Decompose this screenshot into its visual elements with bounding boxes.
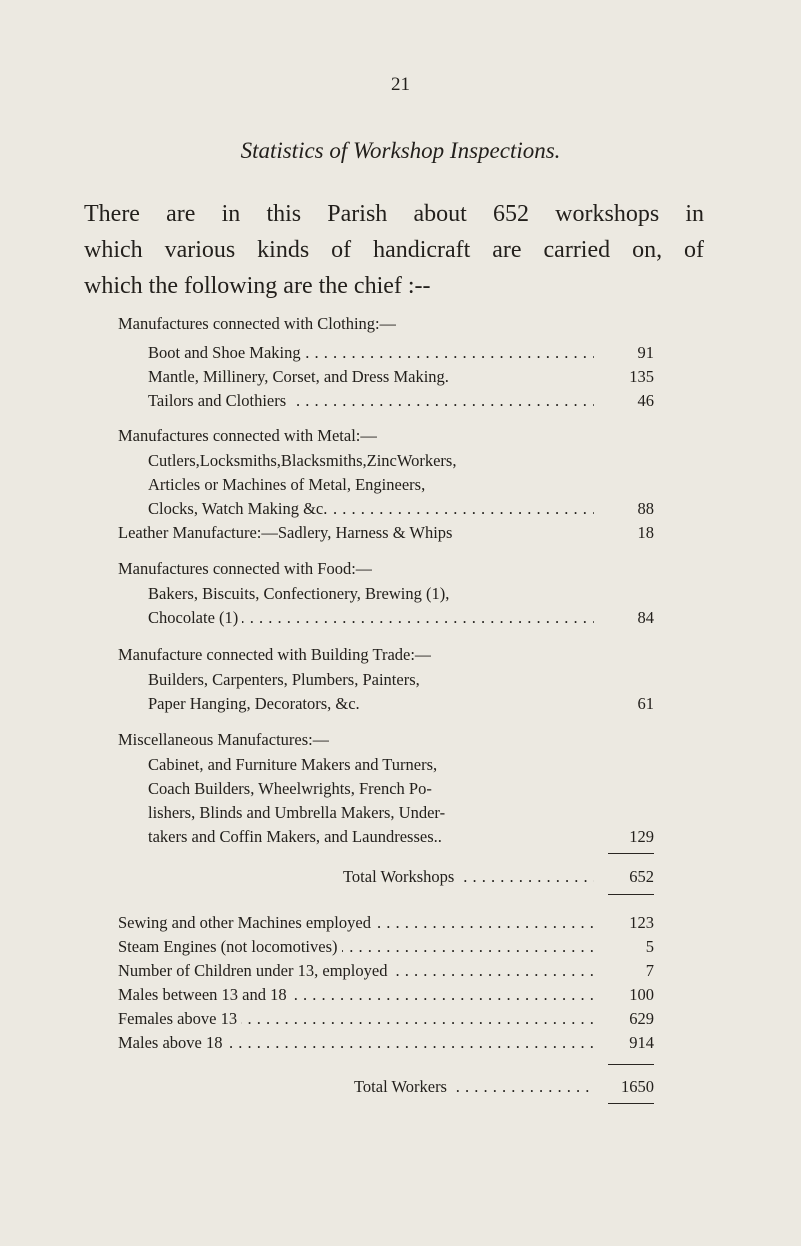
row-label: Steam Engines (not locomotives) [118, 937, 342, 956]
page-number: 21 [391, 74, 410, 95]
section-heading [0, 557, 801, 581]
table-row [0, 521, 801, 545]
table-row [0, 692, 801, 716]
row-label: Chocolate (1) [148, 608, 242, 627]
row-label: Number of Children under 13, employed [118, 961, 391, 980]
table-row [0, 668, 801, 692]
row-label: Leather Manufacture:—Sadlery, Harness & Whips [118, 523, 453, 542]
table-row [0, 935, 801, 959]
table-row [0, 959, 801, 983]
table-row [0, 911, 801, 935]
row-value: 46 [637, 391, 654, 410]
row-value: 135 [629, 367, 654, 386]
row-label: Bakers, Biscuits, Confectionery, Brewing (1), [148, 584, 450, 603]
table-row [0, 341, 801, 365]
row-value: 84 [637, 608, 654, 627]
row-value: 5 [645, 937, 654, 956]
section-heading [0, 424, 801, 448]
section-heading [0, 643, 801, 667]
row-label: Paper Hanging, Decorators, &c. [148, 694, 360, 713]
row-label: lishers, Blinds and Umbrella Makers, Under- [148, 803, 446, 822]
heading-food: Manufactures connected with Food:— [118, 559, 373, 578]
row-label: Males above 18 [118, 1033, 226, 1052]
section-heading [0, 312, 801, 336]
heading-misc: Miscellaneous Manufactures:— [118, 730, 330, 749]
table-row [0, 825, 801, 849]
total-label: Total Workers [354, 1077, 451, 1096]
table-row [0, 389, 801, 413]
row-label: Builders, Carpenters, Plumbers, Painters, [148, 670, 420, 689]
intro-line: which various kinds of handicraft are carried on, of [84, 237, 704, 263]
intro-line: There are in this Parish about 652 workshops in [84, 201, 704, 227]
row-label: Tailors and Clothiers [148, 391, 290, 410]
row-value: 88 [637, 499, 654, 518]
total-value: 652 [629, 867, 654, 886]
row-value: 914 [629, 1033, 654, 1052]
intro-paragraph [84, 196, 704, 304]
row-label: Clocks, Watch Making &c. [148, 499, 331, 518]
sum-rule [608, 894, 654, 895]
row-value: 129 [629, 827, 654, 846]
row-label: Mantle, Millinery, Corset, and Dress Making. [148, 367, 453, 386]
table-row [0, 606, 801, 630]
table-row [0, 983, 801, 1007]
table-row [0, 801, 801, 825]
row-value: 100 [629, 985, 654, 1004]
intro-line: which the following are the chief :-- [84, 273, 431, 299]
total-row [0, 1075, 801, 1099]
section-heading [0, 728, 801, 752]
row-value: 18 [637, 523, 654, 542]
total-label: Total Workshops [343, 867, 458, 886]
row-label: takers and Coffin Makers, and Laundresses.. [148, 827, 442, 846]
row-label: Males between 13 and 18 [118, 985, 291, 1004]
sum-rule [608, 853, 654, 854]
table-row [0, 1007, 801, 1031]
table-row [0, 497, 801, 521]
row-label: Females above 13 [118, 1009, 241, 1028]
row-value: 91 [637, 343, 654, 362]
table-row [0, 449, 801, 473]
total-value: 1650 [621, 1077, 654, 1096]
heading-building: Manufacture connected with Building Trade:— [118, 645, 432, 664]
sum-rule [608, 1103, 654, 1104]
row-value: 7 [645, 961, 654, 980]
row-label: Cutlers,Locksmiths,Blacksmiths,ZincWorkers, [148, 451, 457, 470]
row-value: 629 [629, 1009, 654, 1028]
table-row [0, 582, 801, 606]
sum-rule [608, 1064, 654, 1065]
table-row [0, 753, 801, 777]
table-row [0, 473, 801, 497]
table-row [0, 777, 801, 801]
row-label: Articles or Machines of Metal, Engineers, [148, 475, 426, 494]
row-value: 61 [637, 694, 654, 713]
row-label: Boot and Shoe Making [148, 343, 305, 362]
total-row [0, 865, 801, 889]
row-label: Cabinet, and Furniture Makers and Turners, [148, 755, 438, 774]
row-value: 123 [629, 913, 654, 932]
heading-metal: Manufactures connected with Metal:— [118, 426, 377, 445]
table-row [0, 365, 801, 389]
row-label: Coach Builders, Wheelwrights, French Po- [148, 779, 432, 798]
page-title: Statistics of Workshop Inspections. [240, 138, 561, 163]
row-label: Sewing and other Machines employed [118, 913, 375, 932]
table-row [0, 1031, 801, 1055]
heading-clothing: Manufactures connected with Clothing:— [118, 314, 397, 333]
